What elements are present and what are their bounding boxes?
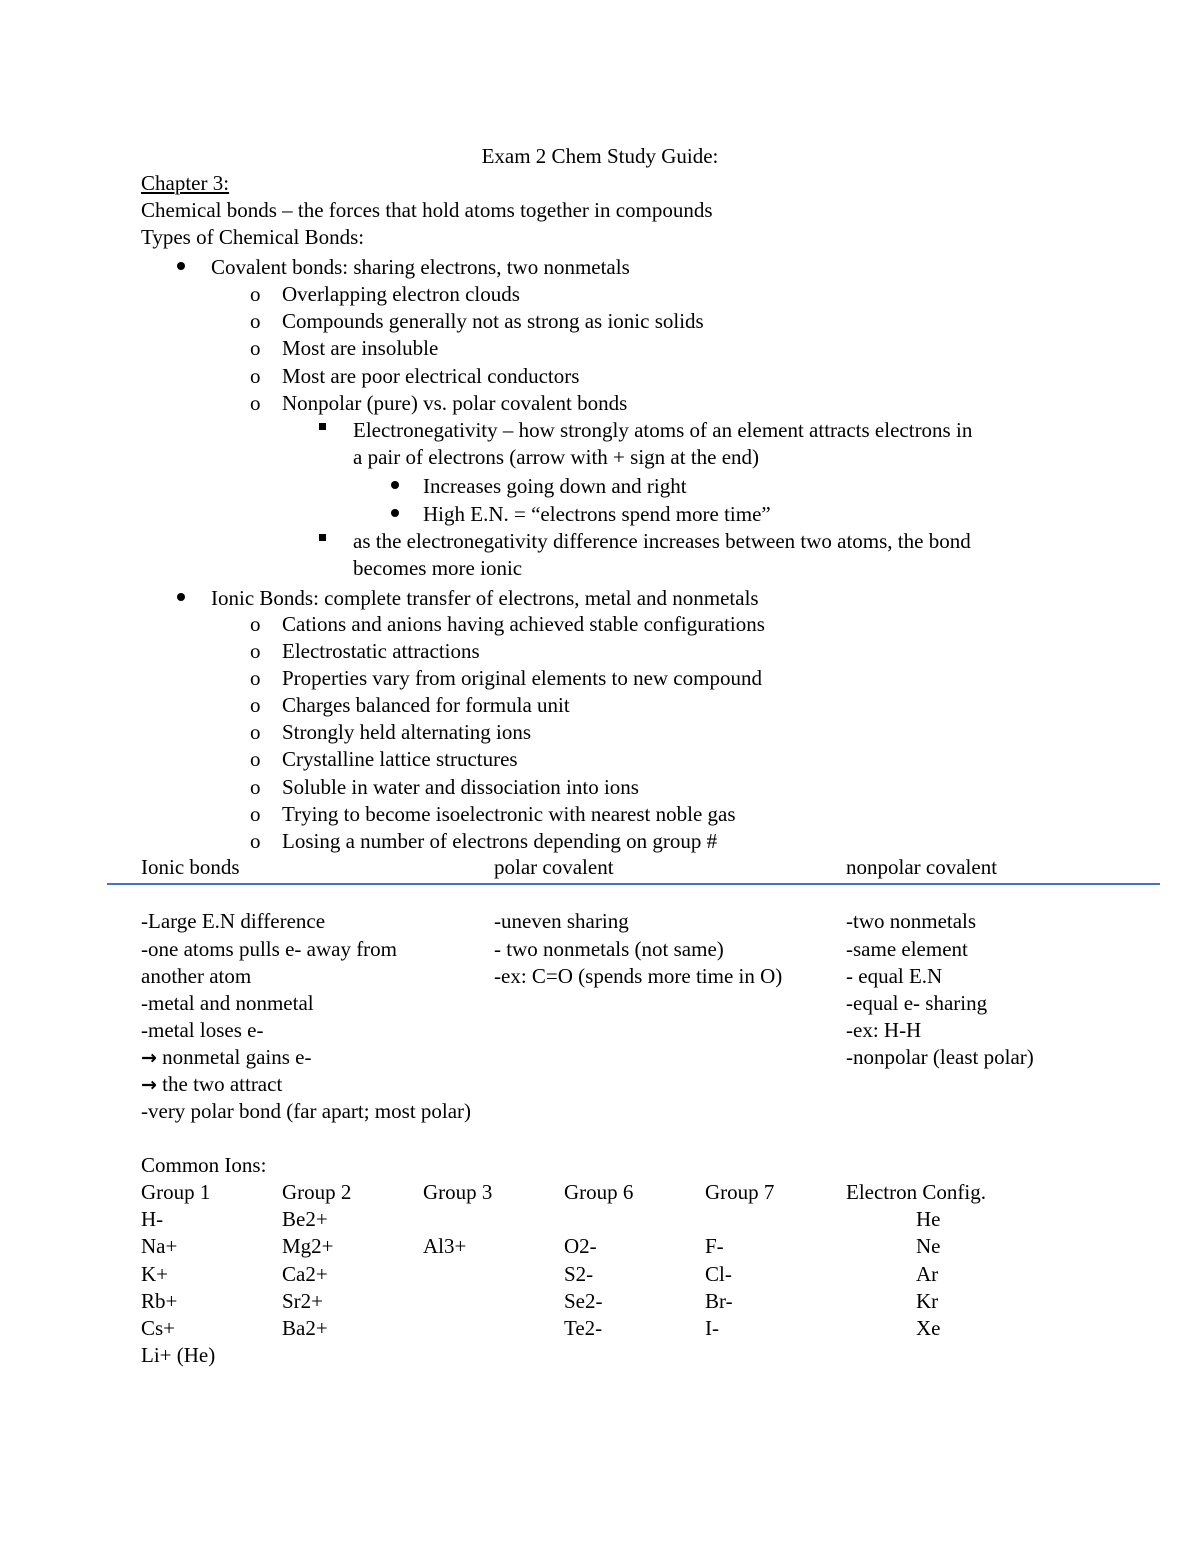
ion-cell: Ne [916, 1234, 941, 1258]
ion-cell: O2- [564, 1234, 597, 1258]
ion-cell: Xe [916, 1316, 941, 1340]
compare-cell: -same element [846, 937, 968, 961]
compare-cell: -one atoms pulls e- away from [141, 937, 398, 961]
ions-header: Group 6 [564, 1180, 634, 1204]
compare-header-polar: polar covalent [494, 855, 614, 879]
ion-cell: Mg2+ [282, 1234, 334, 1258]
compare-cell: -very polar bond (far apart; most polar) [141, 1099, 472, 1123]
list-item: Cations and anions having achieved stable configurations [282, 612, 765, 636]
bullet-dot-icon [177, 262, 185, 270]
compare-cell-arrow [141, 1071, 282, 1099]
ion-cell: Cs+ [141, 1316, 176, 1340]
bullet-square-icon [319, 423, 326, 430]
compare-cell-arrow [141, 1044, 311, 1072]
ion-cell: Ba2+ [282, 1316, 328, 1340]
arrow-right-icon: → [141, 1074, 157, 1096]
list-item: Compounds generally not as strong as ionic solids [282, 309, 704, 333]
list-item: Trying to become isoelectronic with nearest noble gas [282, 802, 736, 826]
difference-line2: becomes more ionic [353, 556, 523, 580]
bullet-circle-icon: o [250, 829, 261, 853]
compare-cell: nonmetal gains e- [162, 1045, 312, 1069]
ion-cell: H- [141, 1207, 164, 1231]
arrow-right-icon: → [141, 1047, 157, 1069]
list-item: Properties vary from original elements to new compound [282, 666, 762, 690]
ion-cell: Be2+ [282, 1207, 328, 1231]
bullet-circle-icon: o [250, 391, 261, 415]
section-divider [107, 883, 1160, 885]
compare-header-ionic: Ionic bonds [141, 855, 240, 879]
compare-cell: -equal e- sharing [846, 991, 988, 1015]
ions-header: Group 3 [423, 1180, 493, 1204]
ion-cell: Br- [705, 1289, 733, 1313]
ion-cell: F- [705, 1234, 724, 1258]
ion-cell: K+ [141, 1262, 169, 1286]
difference-line1: as the electronegativity difference increases between two atoms, the bond [353, 529, 971, 553]
bullet-circle-icon: o [250, 775, 261, 799]
list-item: Electrostatic attractions [282, 639, 480, 663]
bullet-circle-icon: o [250, 336, 261, 360]
list-item: Most are insoluble [282, 336, 439, 360]
definition-line: Chemical bonds – the forces that hold atoms together in compounds [141, 198, 713, 222]
list-item: Overlapping electron clouds [282, 282, 520, 306]
ion-cell: Cl- [705, 1262, 732, 1286]
bullet-circle-icon: o [250, 747, 261, 771]
compare-cell: another atom [141, 964, 252, 988]
ion-cell: Ar [916, 1262, 939, 1286]
ions-header: Group 2 [282, 1180, 352, 1204]
ion-cell: Kr [916, 1289, 939, 1313]
ion-cell: Rb+ [141, 1289, 178, 1313]
list-item: Nonpolar (pure) vs. polar covalent bonds [282, 391, 628, 415]
compare-cell: -uneven sharing [494, 909, 629, 933]
electronegativity-line1: Electronegativity – how strongly atoms of an element attracts electrons in [353, 418, 973, 442]
list-item: Strongly held alternating ions [282, 720, 532, 744]
list-item: Losing a number of electrons depending on group # [282, 829, 718, 853]
chapter-heading: Chapter 3: [141, 171, 230, 195]
ions-heading: Common Ions: [141, 1153, 267, 1177]
bullet-circle-icon: o [250, 364, 261, 388]
ions-header: Group 1 [141, 1180, 211, 1204]
ion-cell: Sr2+ [282, 1289, 324, 1313]
compare-cell: -metal and nonmetal [141, 991, 314, 1015]
list-item: Most are poor electrical conductors [282, 364, 580, 388]
bullet-circle-icon: o [250, 720, 261, 744]
ion-cell: Se2- [564, 1289, 603, 1313]
ion-cell: Li+ (He) [141, 1343, 216, 1367]
bullet-circle-icon: o [250, 282, 261, 306]
compare-cell: -ex: C=O (spends more time in O) [494, 964, 783, 988]
ions-header: Electron Config. [846, 1180, 986, 1204]
bullet-circle-icon: o [250, 309, 261, 333]
ions-header: Group 7 [705, 1180, 775, 1204]
compare-cell: the two attract [162, 1072, 283, 1096]
compare-cell: -metal loses e- [141, 1018, 264, 1042]
bullet-circle-icon: o [250, 802, 261, 826]
compare-cell: - two nonmetals (not same) [494, 937, 724, 961]
electronegativity-line2: a pair of electrons (arrow with + sign at the end) [353, 445, 760, 469]
list-item: Increases going down and right [423, 474, 687, 498]
compare-cell: -nonpolar (least polar) [846, 1045, 1034, 1069]
bullet-dot-icon [177, 593, 185, 601]
compare-cell: -Large E.N difference [141, 909, 326, 933]
bullet-circle-icon: o [250, 693, 261, 717]
ion-cell: He [916, 1207, 941, 1231]
list-item: High E.N. = “electrons spend more time” [423, 502, 771, 526]
page-title: Exam 2 Chem Study Guide: [481, 144, 719, 168]
covalent-label: Covalent bonds: sharing electrons, two nonmetals [211, 255, 630, 279]
bullet-dot-icon [391, 481, 399, 489]
ion-cell: Al3+ [423, 1234, 467, 1258]
ion-cell: Te2- [564, 1316, 603, 1340]
ion-cell: Na+ [141, 1234, 178, 1258]
compare-header-nonpolar: nonpolar covalent [846, 855, 998, 879]
list-item: Crystalline lattice structures [282, 747, 518, 771]
list-item: Charges balanced for formula unit [282, 693, 570, 717]
bullet-square-icon [319, 534, 326, 541]
ionic-label: Ionic Bonds: complete transfer of electrons, metal and nonmetals [211, 586, 759, 610]
list-item: Soluble in water and dissociation into ions [282, 775, 639, 799]
types-heading: Types of Chemical Bonds: [141, 225, 365, 249]
bullet-circle-icon: o [250, 666, 261, 690]
bullet-circle-icon: o [250, 639, 261, 663]
ion-cell: S2- [564, 1262, 594, 1286]
ion-cell: Ca2+ [282, 1262, 328, 1286]
bullet-dot-icon [391, 509, 399, 517]
compare-cell: -ex: H-H [846, 1018, 922, 1042]
compare-cell: - equal E.N [846, 964, 943, 988]
bullet-circle-icon: o [250, 612, 261, 636]
compare-cell: -two nonmetals [846, 909, 977, 933]
ion-cell: I- [705, 1316, 719, 1340]
